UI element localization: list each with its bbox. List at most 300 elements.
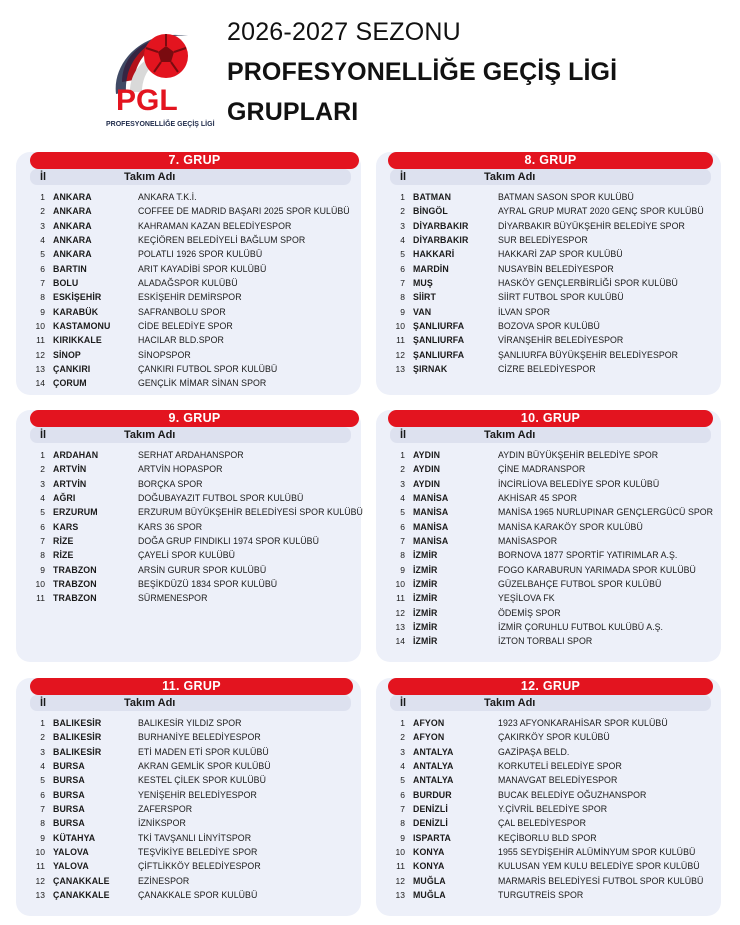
row-number: 9 (400, 306, 405, 317)
row-team: ÇANKIRI FUTBOL SPOR KULÜBÜ (138, 364, 278, 375)
table-row (376, 493, 721, 507)
table-row (376, 579, 721, 593)
row-team: İZTON TORBALI SPOR (498, 636, 593, 647)
table-row (376, 507, 721, 521)
group-panel (16, 410, 361, 662)
column-header-il: İl (400, 171, 407, 183)
table-row (376, 364, 721, 378)
row-team: SERHAT ARDAHANSPOR (138, 450, 244, 460)
row-number: 12 (395, 875, 405, 886)
table-row (16, 335, 361, 349)
row-city: MANİSA (413, 507, 449, 518)
column-header-team: Takım Adı (484, 697, 536, 709)
row-number: 8 (400, 818, 405, 829)
table-row (376, 278, 721, 292)
row-number: 10 (395, 847, 405, 858)
table-row (376, 307, 721, 321)
row-city: İZMİR (413, 564, 438, 575)
row-team: SİNOPSPOR (138, 349, 191, 360)
row-number: 10 (395, 579, 405, 590)
row-number: 14 (395, 636, 405, 647)
row-team: TURGUTREİS SPOR (498, 890, 584, 901)
table-row (376, 622, 721, 636)
column-header-il: İl (40, 429, 47, 441)
row-city: ŞANLIURFA (413, 349, 465, 360)
row-city: ANKARA (53, 192, 92, 202)
row-city: ARTVİN (53, 478, 87, 489)
row-team: TEŞVİKİYE BELEDİYE SPOR (138, 847, 258, 858)
row-team: NUSAYBİN BELEDİYESPOR (498, 263, 614, 274)
table-row (16, 876, 361, 890)
group-panel (16, 152, 361, 395)
column-header-il: İl (40, 171, 47, 183)
table-row (376, 890, 721, 904)
row-city: MUŞ (413, 278, 433, 289)
row-team: AYRAL GRUP MURAT 2020 GENÇ SPOR KULÜBÜ (498, 206, 704, 217)
row-number: 2 (400, 206, 405, 217)
row-city: KARS (53, 521, 79, 532)
row-team: İNCİRLİOVA BELEDİYE SPOR KULÜBÜ (498, 478, 660, 489)
row-number: 2 (400, 732, 405, 743)
row-team: ALADAĞSPOR KULÜBÜ (138, 278, 238, 289)
row-team: MANİSA 1965 NURLUPINAR GENÇLERGÜCÜ SPOR (498, 507, 714, 518)
row-city: İZMİR (413, 579, 438, 590)
row-number: 4 (400, 235, 405, 246)
row-team: EZİNESPOR (138, 875, 190, 886)
row-number: 3 (40, 220, 45, 231)
row-city: ANKARA (53, 249, 92, 260)
table-row (16, 775, 361, 789)
row-number: 1 (40, 450, 45, 460)
row-team: SİİRT FUTBOL SPOR KULÜBÜ (498, 292, 624, 303)
table-row (16, 747, 361, 761)
row-city: MANİSA (413, 536, 449, 547)
row-city: AFYON (413, 732, 445, 743)
row-team: CİDE BELEDİYE SPOR (138, 321, 233, 332)
row-team: POLATLI 1926 SPOR KULÜBÜ (138, 249, 263, 260)
row-team: YENİŞEHİR BELEDİYESPOR (138, 789, 257, 800)
row-number: 6 (400, 789, 405, 800)
group-title: 12. GRUP (388, 678, 713, 695)
group-title: 10. GRUP (388, 410, 713, 427)
table-row (376, 221, 721, 235)
row-number: 12 (395, 607, 405, 618)
row-city: KASTAMONU (53, 321, 111, 332)
row-number: 6 (40, 263, 45, 274)
column-header-team: Takım Adı (484, 429, 536, 441)
row-team: GENÇLİK MİMAR SİNAN SPOR (138, 378, 267, 389)
row-number: 5 (40, 775, 45, 786)
table-row (16, 507, 361, 521)
row-team: KULUSAN YEM KULU BELEDİYE SPOR KULÜBÜ (498, 861, 700, 872)
row-team: BORNOVA 1877 SPORTİF YATIRIMLAR A.Ş. (498, 550, 678, 561)
row-city: VAN (413, 306, 432, 317)
table-row (16, 565, 361, 579)
table-row (376, 292, 721, 306)
row-team: KESTEL ÇİLEK SPOR KULÜBÜ (138, 775, 266, 786)
team-list (16, 450, 361, 608)
row-city: ANTALYA (413, 761, 454, 772)
table-row (376, 732, 721, 746)
row-number: 13 (35, 890, 45, 901)
table-row (376, 876, 721, 890)
column-header-team: Takım Adı (484, 171, 536, 183)
row-number: 11 (36, 593, 45, 604)
table-row (16, 718, 361, 732)
row-number: 13 (35, 364, 45, 375)
row-number: 2 (40, 206, 45, 217)
row-number: 7 (400, 536, 405, 547)
page-title-line2: GRUPLARI (227, 98, 359, 126)
row-team: DİYARBAKIR BÜYÜKŞEHİR BELEDİYE SPOR (498, 220, 685, 231)
row-city: ÇANKIRI (53, 364, 91, 375)
row-number: 2 (40, 732, 45, 743)
column-header-team: Takım Adı (124, 171, 176, 183)
row-team: ERZURUM BÜYÜKŞEHİR BELEDİYESİ SPOR KULÜBÜ (138, 507, 363, 518)
row-number: 11 (396, 593, 405, 604)
group-panel (376, 410, 721, 662)
team-list (376, 192, 721, 378)
row-team: 1955 SEYDİŞEHİR ALÜMİNYUM SPOR KULÜBÜ (498, 847, 696, 858)
row-city: ANKARA (53, 220, 92, 231)
team-list (16, 718, 361, 904)
row-team: HAKKARİ ZAP SPOR KULÜBÜ (498, 249, 623, 260)
row-city: ÇANAKKALE (53, 890, 110, 901)
row-team: BURHANİYE BELEDİYESPOR (138, 732, 261, 743)
row-city: BURSA (53, 804, 85, 815)
row-team: DOĞA GRUP FINDIKLI 1974 SPOR KULÜBÜ (138, 536, 320, 547)
row-number: 11 (36, 861, 45, 872)
football-logo-icon (104, 22, 216, 134)
row-team: ARSİN GURUR SPOR KULÜBÜ (138, 564, 267, 575)
row-city: ARTVİN (53, 464, 87, 475)
row-city: ANTALYA (413, 746, 454, 757)
group-title: 7. GRUP (30, 152, 359, 169)
row-team: ARIT KAYADİBİ SPOR KULÜBÜ (138, 263, 267, 274)
row-number: 10 (35, 579, 45, 590)
table-row (16, 522, 361, 536)
row-number: 11 (36, 335, 45, 346)
row-number: 7 (40, 804, 45, 815)
row-city: ÇORUM (53, 378, 87, 389)
group-panel (376, 152, 721, 395)
column-header-il: İl (400, 429, 407, 441)
row-number: 8 (40, 818, 45, 829)
table-row (376, 761, 721, 775)
season-label: 2026-2027 SEZONU (227, 18, 461, 46)
row-number: 6 (40, 521, 45, 532)
row-team: COFFEE DE MADRID BAŞARI 2025 SPOR KULÜBÜ (138, 206, 350, 217)
row-number: 8 (40, 550, 45, 561)
row-number: 11 (396, 861, 405, 872)
row-team: GAZİPAŞA BELD. (498, 746, 570, 757)
row-number: 5 (400, 775, 405, 786)
row-city: ŞIRNAK (413, 364, 448, 375)
row-team: AKRAN GEMLİK SPOR KULÜBÜ (138, 761, 271, 772)
row-number: 4 (40, 761, 45, 772)
table-row (16, 550, 361, 564)
row-number: 8 (400, 550, 405, 561)
table-row (16, 450, 361, 464)
row-city: BURSA (53, 761, 85, 772)
table-row (376, 818, 721, 832)
row-number: 9 (400, 832, 405, 843)
table-row (376, 192, 721, 206)
table-row (376, 718, 721, 732)
table-row (16, 321, 361, 335)
table-row (376, 206, 721, 220)
row-number: 4 (40, 493, 45, 504)
row-team: HASKÖY GENÇLERBİRLİĞİ SPOR KULÜBÜ (498, 278, 678, 289)
row-number: 9 (40, 564, 45, 575)
row-team: SÜRMENESPOR (138, 593, 208, 604)
table-row (376, 522, 721, 536)
table-row (16, 861, 361, 875)
row-city: ÇANAKKALE (53, 875, 110, 886)
row-team: VİRANŞEHİR BELEDİYESPOR (498, 335, 624, 346)
row-team: MANİSA KARAKÖY SPOR KULÜBÜ (498, 521, 643, 532)
table-row (16, 221, 361, 235)
table-row (16, 579, 361, 593)
table-row (16, 464, 361, 478)
row-city: RİZE (53, 550, 74, 561)
row-number: 10 (35, 847, 45, 858)
row-city: KONYA (413, 861, 445, 872)
row-number: 3 (400, 220, 405, 231)
row-city: ANKARA (53, 206, 92, 217)
row-number: 1 (400, 450, 405, 460)
group-title: 11. GRUP (30, 678, 353, 695)
row-number: 7 (400, 278, 405, 289)
row-team: Y.ÇİVRİL BELEDİYE SPOR (498, 804, 608, 815)
row-city: AFYON (413, 718, 445, 728)
row-city: YALOVA (53, 847, 89, 858)
row-number: 5 (400, 249, 405, 260)
row-city: KÜTAHYA (53, 832, 96, 843)
row-city: MARDİN (413, 263, 449, 274)
table-row (376, 775, 721, 789)
row-city: ERZURUM (53, 507, 98, 518)
row-number: 10 (395, 321, 405, 332)
row-number: 7 (40, 536, 45, 547)
row-number: 12 (395, 349, 405, 360)
row-number: 6 (400, 521, 405, 532)
row-city: ANTALYA (413, 775, 454, 786)
row-number: 11 (396, 335, 405, 346)
team-list (16, 192, 361, 393)
row-number: 4 (400, 493, 405, 504)
row-team: 1923 AFYONKARAHİSAR SPOR KULÜBÜ (498, 718, 668, 728)
table-row (16, 593, 361, 607)
row-team: HACILAR BLD.SPOR (138, 335, 224, 346)
row-team: KEÇİÖREN BELEDİYELİ BAĞLUM SPOR (138, 235, 306, 246)
row-number: 5 (40, 249, 45, 260)
table-row (376, 847, 721, 861)
row-number: 3 (400, 746, 405, 757)
row-number: 5 (400, 507, 405, 518)
row-city: BATMAN (413, 192, 452, 202)
row-city: MUĞLA (413, 890, 446, 901)
table-row (16, 890, 361, 904)
table-row (376, 450, 721, 464)
row-city: BURSA (53, 775, 85, 786)
row-city: ANKARA (53, 235, 92, 246)
table-header (30, 427, 351, 443)
pgl-logo (104, 22, 216, 134)
row-number: 1 (400, 718, 405, 728)
table-row (376, 335, 721, 349)
table-row (16, 833, 361, 847)
row-number: 7 (40, 278, 45, 289)
page-title: PROFESYONELLİĞE GEÇİŞ LİGİ (227, 58, 618, 86)
row-number: 1 (400, 192, 405, 202)
table-row (16, 378, 361, 392)
row-team: ÇAYELİ SPOR KULÜBÜ (138, 550, 236, 561)
row-team: GÜZELBAHÇE FUTBOL SPOR KULÜBÜ (498, 579, 662, 590)
table-row (376, 608, 721, 622)
table-row (376, 861, 721, 875)
row-team: ZAFERSPOR (138, 804, 193, 815)
row-team: AYDIN BÜYÜKŞEHİR BELEDİYE SPOR (498, 450, 659, 460)
row-city: MANİSA (413, 521, 449, 532)
row-city: AĞRI (53, 493, 76, 504)
table-row (16, 278, 361, 292)
table-row (16, 493, 361, 507)
row-team: ETİ MADEN ETİ SPOR KULÜBÜ (138, 746, 269, 757)
row-team: BEŞİKDÜZÜ 1834 SPOR KULÜBÜ (138, 579, 278, 590)
table-header (390, 169, 711, 185)
row-city: DİYARBAKIR (413, 220, 469, 231)
row-team: SUR BELEDİYESPOR (498, 235, 588, 246)
table-row (376, 833, 721, 847)
row-team: BATMAN SASON SPOR KULÜBÜ (498, 192, 634, 202)
row-city: AYDIN (413, 464, 441, 475)
table-row (16, 206, 361, 220)
row-city: HAKKARİ (413, 249, 455, 260)
row-number: 9 (400, 564, 405, 575)
column-header-team: Takım Adı (124, 429, 176, 441)
row-city: ŞANLIURFA (413, 335, 465, 346)
row-team: ÇİNE MADRANSPOR (498, 464, 586, 475)
row-city: İZMİR (413, 550, 438, 561)
row-team: BALIKESİR YILDIZ SPOR (138, 718, 242, 728)
row-team: ŞANLIURFA BÜYÜKŞEHİR BELEDİYESPOR (498, 349, 679, 360)
row-city: İZMİR (413, 622, 438, 633)
row-team: ÖDEMİŞ SPOR (498, 607, 561, 618)
row-number: 8 (400, 292, 405, 303)
row-number: 8 (40, 292, 45, 303)
team-list (376, 718, 721, 904)
row-number: 6 (40, 789, 45, 800)
table-row (376, 350, 721, 364)
row-city: TRABZON (53, 564, 97, 575)
row-team: ÇAKIRKÖY SPOR KULÜBÜ (498, 732, 610, 743)
row-team: BUCAK BELEDİYE OĞUZHANSPOR (498, 789, 647, 800)
row-number: 4 (400, 761, 405, 772)
row-number: 6 (400, 263, 405, 274)
row-city: BALIKESİR (53, 732, 102, 743)
row-city: İZMİR (413, 593, 438, 604)
row-team: ÇİFTLİKKÖY BELEDİYESPOR (138, 861, 261, 872)
row-team: CİZRE BELEDİYESPOR (498, 364, 596, 375)
row-city: RİZE (53, 536, 74, 547)
table-row (16, 264, 361, 278)
row-team: MANAVGAT BELEDİYESPOR (498, 775, 618, 786)
table-row (16, 761, 361, 775)
row-city: BARTIN (53, 263, 87, 274)
row-team: DOĞUBAYAZIT FUTBOL SPOR KULÜBÜ (138, 493, 304, 504)
table-row (16, 732, 361, 746)
table-row (376, 249, 721, 263)
table-row (376, 264, 721, 278)
row-city: BURSA (53, 818, 85, 829)
table-header (390, 427, 711, 443)
row-team: KORKUTELİ BELEDİYE SPOR (498, 761, 622, 772)
row-number: 2 (400, 464, 405, 475)
logo-subtext: PROFESYONELLİĞE GEÇİŞ LİGİ (106, 121, 215, 128)
table-row (376, 550, 721, 564)
row-number: 9 (40, 306, 45, 317)
row-city: KONYA (413, 847, 445, 858)
row-city: ARDAHAN (53, 450, 99, 460)
column-header-team: Takım Adı (124, 697, 176, 709)
table-row (376, 479, 721, 493)
row-city: DENİZLİ (413, 818, 448, 829)
row-city: YALOVA (53, 861, 89, 872)
table-row (376, 747, 721, 761)
group-title: 9. GRUP (30, 410, 359, 427)
column-header-il: İl (40, 697, 47, 709)
table-row (16, 536, 361, 550)
row-city: TRABZON (53, 593, 97, 604)
row-team: İZNİKSPOR (138, 818, 186, 829)
row-city: BURDUR (413, 789, 452, 800)
row-team: ARTVİN HOPASPOR (138, 464, 223, 475)
row-number: 4 (40, 235, 45, 246)
row-city: ISPARTA (413, 832, 452, 843)
table-row (16, 192, 361, 206)
table-row (16, 790, 361, 804)
row-team: AKHİSAR 45 SPOR (498, 493, 577, 504)
row-city: DENİZLİ (413, 804, 448, 815)
row-number: 2 (40, 464, 45, 475)
row-city: BALIKESİR (53, 746, 102, 757)
row-team: BOZOVA SPOR KULÜBÜ (498, 321, 600, 332)
table-row (376, 235, 721, 249)
row-city: AYDIN (413, 478, 441, 489)
table-row (376, 790, 721, 804)
row-team: TKİ TAVŞANLI LİNYİTSPOR (138, 832, 252, 843)
group-panel (376, 678, 721, 916)
table-row (16, 847, 361, 861)
row-team: ÇAL BELEDİYESPOR (498, 818, 586, 829)
table-row (376, 804, 721, 818)
table-row (16, 235, 361, 249)
row-city: AYDIN (413, 450, 441, 460)
row-city: ESKİŞEHİR (53, 292, 102, 303)
row-city: DİYARBAKIR (413, 235, 469, 246)
column-header-il: İl (400, 697, 407, 709)
team-list (376, 450, 721, 651)
table-header (390, 695, 711, 711)
row-number: 13 (395, 364, 405, 375)
row-team: BORÇKA SPOR (138, 478, 203, 489)
row-number: 12 (35, 349, 45, 360)
table-header (30, 169, 351, 185)
row-team: ESKİŞEHİR DEMİRSPOR (138, 292, 242, 303)
row-city: BİNGÖL (413, 206, 448, 217)
table-row (376, 464, 721, 478)
